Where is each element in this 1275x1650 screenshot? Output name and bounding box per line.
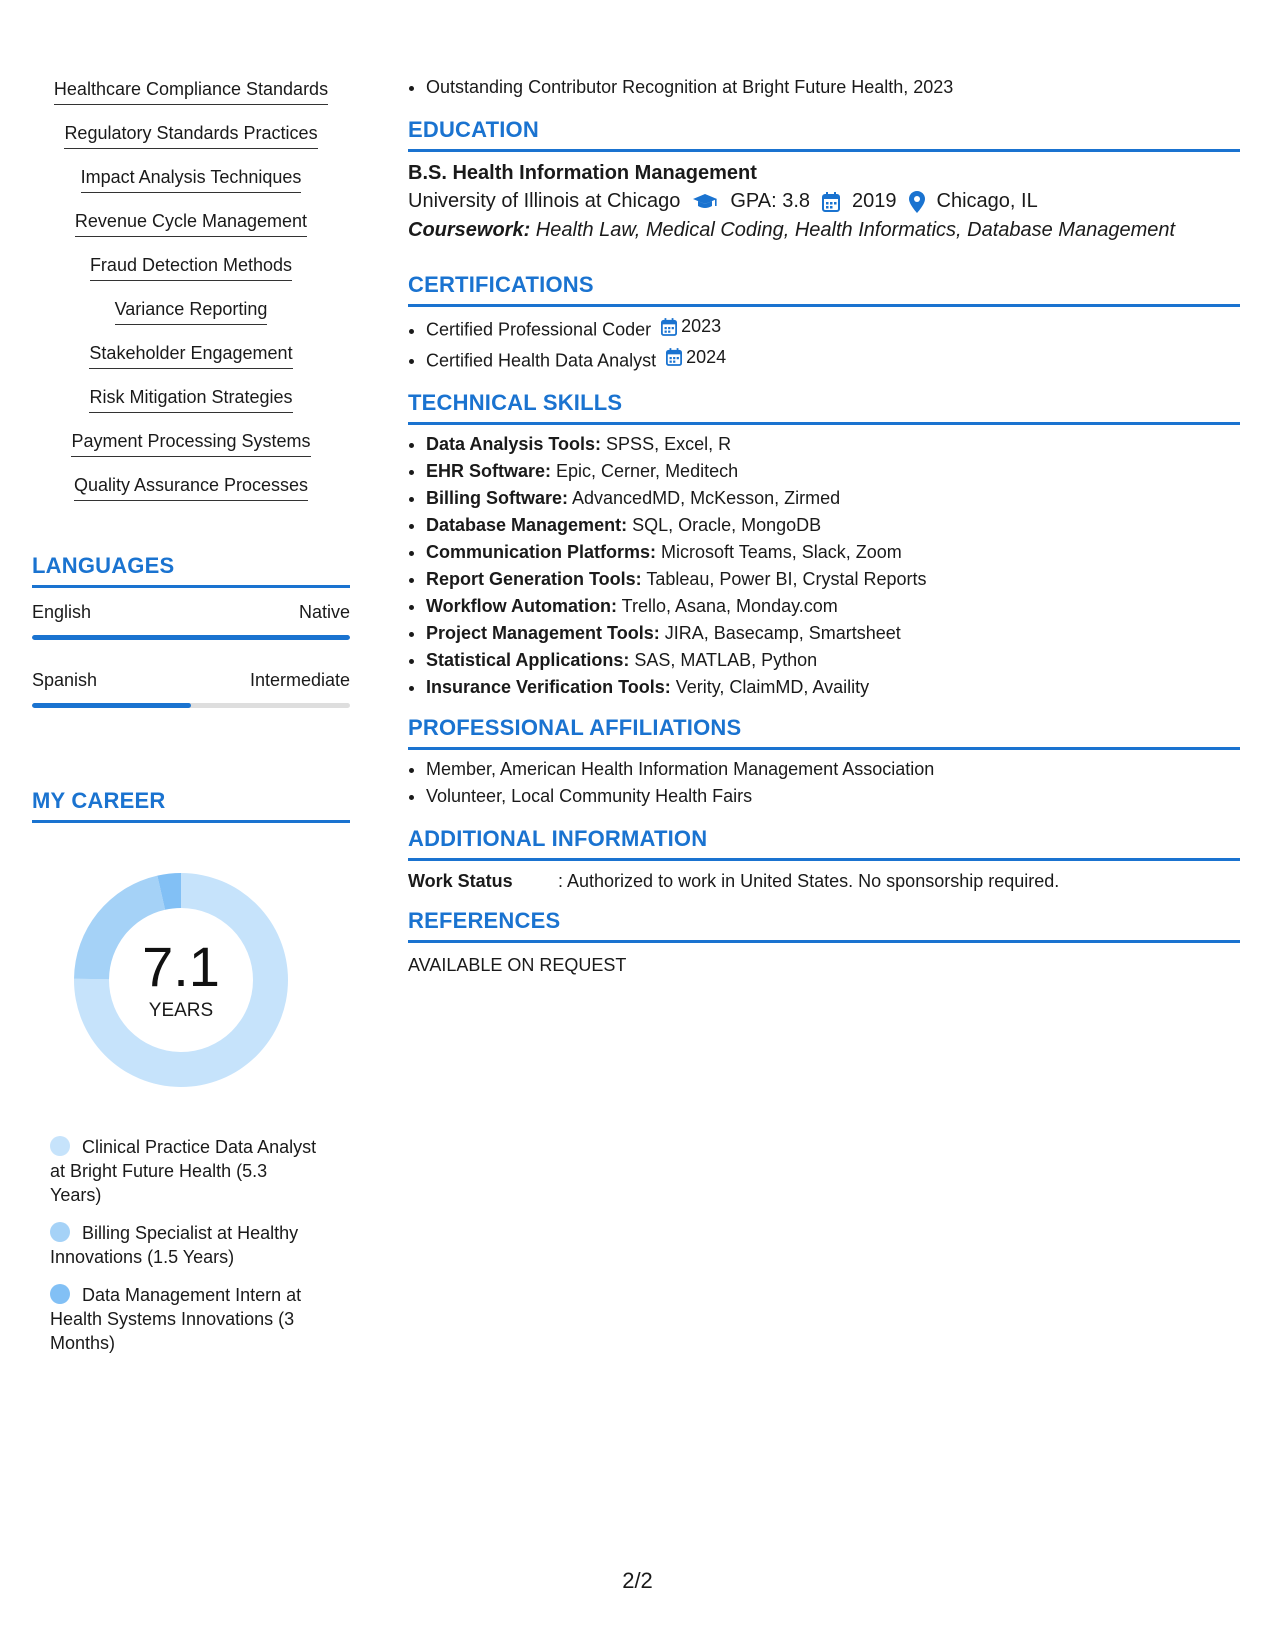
technical-skill-item: • Data Analysis Tools: SPSS, Excel, R [426,431,1240,458]
education-section [408,117,1240,242]
references-title: REFERENCES [408,908,1240,943]
affiliations-section [408,715,1240,810]
education-title: EDUCATION [408,117,1240,152]
language-name: Spanish [32,670,98,690]
skill-item: Risk Mitigation Strategies [32,386,350,413]
language-bar [32,635,350,640]
left-column [32,78,350,1369]
career-total: 7.1 [142,935,220,998]
certification-item: • Certified Health Data Analyst 2024 [426,344,1240,375]
additional-info-title: ADDITIONAL INFORMATION [408,826,1240,861]
technical-skills-section [408,390,1240,701]
certifications-list [408,313,1240,374]
language-level: Intermediate [249,670,350,690]
affiliations-list [408,756,1240,810]
graduation-year: 2019 [852,190,897,212]
technical-skill-item: • Insurance Verification Tools: Verity, ClaimMD, Availity [426,674,1240,701]
skill-item: Revenue Cycle Management [32,210,350,237]
technical-skill-item: • Database Management: SQL, Oracle, MongoDB [426,512,1240,539]
language-spanish [32,670,350,708]
skill-item: Stakeholder Engagement [32,342,350,369]
gpa: GPA: 3.8 [730,190,811,212]
references-text: AVAILABLE ON REQUEST [408,955,627,975]
coursework: Coursework: Health Law, Medical Coding, Health Informatics, Database Management [408,219,1176,241]
career-legend-item: Billing Specialist at Healthy Innovations (1.5 Years) [50,1223,299,1267]
skills-list [32,78,350,501]
graduation-cap-icon [692,193,718,211]
right-column [408,78,1240,976]
career-donut [66,865,296,1095]
technical-skill-item: • Project Management Tools: JIRA, Basecamp, Smartsheet [426,620,1240,647]
language-name: English [32,602,92,622]
language-bar-fill [32,635,350,640]
technical-skills-title: TECHNICAL SKILLS [408,390,1240,425]
language-bar [32,703,350,708]
references-section [408,908,1240,976]
skill-item: Fraud Detection Methods [32,254,350,281]
language-level: Native [298,602,350,622]
technical-skill-item: • Report Generation Tools: Tableau, Power BI, Crystal Reports [426,566,1240,593]
technical-skill-item: • Workflow Automation: Trello, Asana, Monday.com [426,593,1240,620]
technical-skill-item: • Billing Software: AdvancedMD, McKesson, Zirmed [426,485,1240,512]
language-english [32,602,350,640]
work-status: Work Status : Authorized to work in United States. No sponsorship required. [408,871,1060,891]
language-bar-fill [32,703,191,708]
calendar-icon [661,318,677,336]
skill-item: Payment Processing Systems [32,430,350,457]
technical-skill-item: • EHR Software: Epic, Cerner, Meditech [426,458,1240,485]
skill-item: Regulatory Standards Practices [32,122,350,149]
legend-dot [50,1222,70,1242]
technical-skills-list [408,431,1240,701]
languages-title: LANGUAGES [32,553,350,588]
affiliations-title: PROFESSIONAL AFFILIATIONS [408,715,1240,750]
location-pin-icon [909,191,925,213]
career-legend-item: Clinical Practice Data Analyst at Bright Future Health (5.3 Years) [50,1137,317,1205]
certifications-section [408,272,1240,374]
calendar-icon [666,348,682,366]
additional-info-section [408,826,1240,892]
legend-dot [50,1284,70,1304]
skill-item: Impact Analysis Techniques [32,166,350,193]
education-details [408,190,1240,213]
career-legend [50,1135,320,1355]
career-title: MY CAREER [32,788,350,823]
certification-item: • Certified Professional Coder 2023 [426,313,1240,344]
award-item: • Outstanding Contributor Recognition at Bright Future Health, 2023 [426,74,1240,101]
affiliation-item: • Volunteer, Local Community Health Fairs [426,783,1240,810]
career-section [32,788,350,1355]
page-number: 2/2 [622,1568,653,1593]
skill-item: Variance Reporting [32,298,350,325]
calendar-icon [822,192,840,212]
languages-section [32,553,350,708]
career-unit: YEARS [148,1000,214,1021]
awards-list [408,74,1240,101]
certifications-title: CERTIFICATIONS [408,272,1240,307]
legend-dot [50,1136,70,1156]
technical-skill-item: • Statistical Applications: SAS, MATLAB, Python [426,647,1240,674]
skill-item: Healthcare Compliance Standards [32,78,350,105]
degree: B.S. Health Information Management [408,162,757,184]
school-name: University of Illinois at Chicago [408,190,681,212]
technical-skill-item: • Communication Platforms: Microsoft Teams, Slack, Zoom [426,539,1240,566]
skill-item: Quality Assurance Processes [32,474,350,501]
career-legend-item: Data Management Intern at Health Systems Innovations (3 Months) [50,1285,302,1353]
affiliation-item: • Member, American Health Information Management Association [426,756,1240,783]
school-location: Chicago, IL [936,190,1038,212]
